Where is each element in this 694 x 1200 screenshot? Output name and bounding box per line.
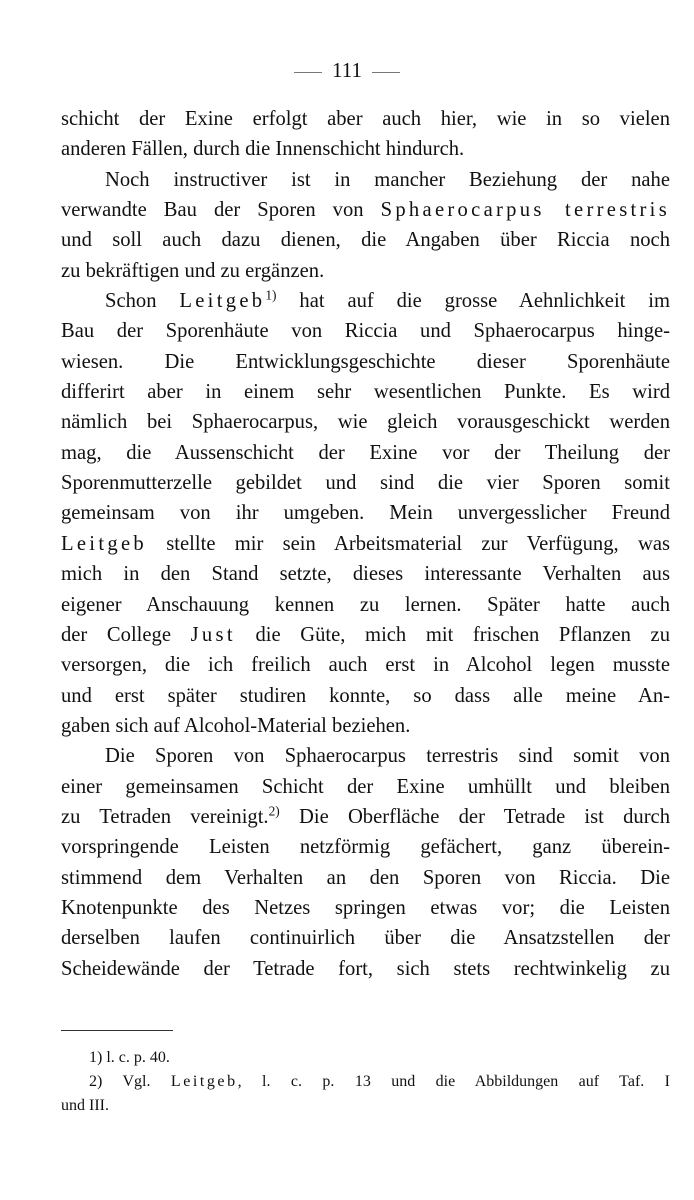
text-line — [61, 529, 670, 559]
text-line: gemeinsam von ihr umgeben. Mein unvergesslicher Freund — [61, 502, 670, 525]
footnote-ref: 2) — [268, 803, 280, 819]
text-line: differirt aber in einem sehr wesentlichen Punkte. Es wird — [61, 381, 670, 404]
text-line: versorgen, die ich freilich auch erst in Alcohol legen musste — [61, 654, 670, 677]
text-segment: der College — [61, 623, 171, 646]
text-line — [61, 195, 670, 225]
text-line: und soll auch dazu dienen, die Angaben über Riccia noch — [61, 229, 670, 252]
text-line: derselben laufen continuirlich über die Ansatzstellen der — [61, 927, 670, 950]
header-dash-left — [294, 72, 322, 73]
text-line — [61, 286, 670, 316]
text-line: Scheidewände der Tetrade fort, sich stets rechtwinkelig zu — [61, 957, 670, 980]
page-number: 111 — [332, 58, 362, 82]
text-segment: hat auf die grosse Aehnlichkeit im — [299, 290, 671, 313]
footnote-ref: 1) — [265, 287, 277, 303]
text-line: Noch instructiver ist in mancher Beziehung der nahe — [105, 168, 670, 191]
footnote-2-continuation: und III. — [61, 1097, 109, 1114]
text-line — [61, 802, 670, 832]
footnote-text: Vgl. — [122, 1073, 151, 1090]
text-line: Die Sporen von Sphaerocarpus terrestris sind somit von — [105, 745, 670, 768]
text-line: schicht der Exine erfolgt aber auch hier, wie in so vielen — [61, 108, 670, 130]
header-dash-right — [372, 72, 400, 73]
spaced-author-name: Leitgeb — [170, 1073, 238, 1090]
text-segment: verwandte Bau der Sporen von — [61, 199, 364, 222]
text-line: zu bekräftigen und zu ergänzen. — [61, 259, 325, 282]
footnote-2 — [61, 1070, 670, 1094]
text-line: und erst später studiren konnte, so dass alle meine An- — [61, 684, 670, 707]
text-line: mag, die Aussenschicht der Exine vor der Theilung der — [61, 441, 670, 464]
text-line: Knotenpunkte des Netzes springen etwas vor; die Leisten — [61, 896, 670, 919]
footnote-text: , l. c. p. 13 und die Abbildungen auf Taf. I — [237, 1073, 671, 1090]
text-segment: zu Tetraden vereinigt. — [61, 805, 269, 828]
text-line: Sporenmutterzelle gebildet und sind die vier Sporen somit — [61, 472, 670, 495]
spaced-person-name: Just — [190, 623, 236, 646]
text-line: eigener Anschauung kennen zu lernen. Später hatte auch — [61, 593, 670, 616]
page-header — [0, 56, 694, 84]
text-line: Bau der Sporenhäute von Riccia und Sphaerocarpus hinge- — [61, 320, 670, 343]
footnote-mark: 2) — [89, 1073, 103, 1090]
text-line: einer gemeinsamen Schicht der Exine umhüllt und bleiben — [61, 775, 670, 798]
text-segment: Schon — [105, 290, 157, 313]
footnote-text: l. c. p. 40. — [106, 1049, 170, 1066]
footnote-divider — [61, 1030, 173, 1031]
footnote-1 — [61, 1046, 670, 1070]
text-line: gaben sich auf Alcohol-Material beziehen. — [61, 714, 411, 737]
text-line: wiesen. Die Entwicklungsgeschichte dieser Sporenhäute — [61, 350, 670, 373]
body-text — [61, 104, 670, 984]
text-line: mich in den Stand setzte, dieses interessante Verhalten aus — [61, 563, 670, 586]
spaced-species-name: Sphaerocarpus terrestris — [380, 199, 670, 222]
text-segment: die Güte, mich mit frischen Pflanzen zu — [255, 623, 670, 646]
footnotes — [61, 1046, 670, 1118]
spaced-author-name: Leitgeb — [179, 290, 266, 313]
spaced-author-name: Leitgeb — [61, 532, 147, 555]
text-line: anderen Fällen, durch die Innenschicht hindurch. — [61, 138, 465, 161]
text-segment: Die Oberfläche der Tetrade ist durch — [298, 805, 670, 828]
text-line — [61, 620, 670, 650]
text-line: vorspringende Leisten netzförmig gefächert, ganz überein- — [61, 836, 670, 859]
text-line: nämlich bei Sphaerocarpus, wie gleich vorausgeschickt werden — [61, 411, 670, 434]
text-line: stimmend dem Verhalten an den Sporen von Riccia. Die — [61, 866, 670, 889]
text-segment: stellte mir sein Arbeitsmaterial zur Verfügung, was — [166, 532, 670, 555]
footnote-mark: 1) — [89, 1049, 103, 1066]
